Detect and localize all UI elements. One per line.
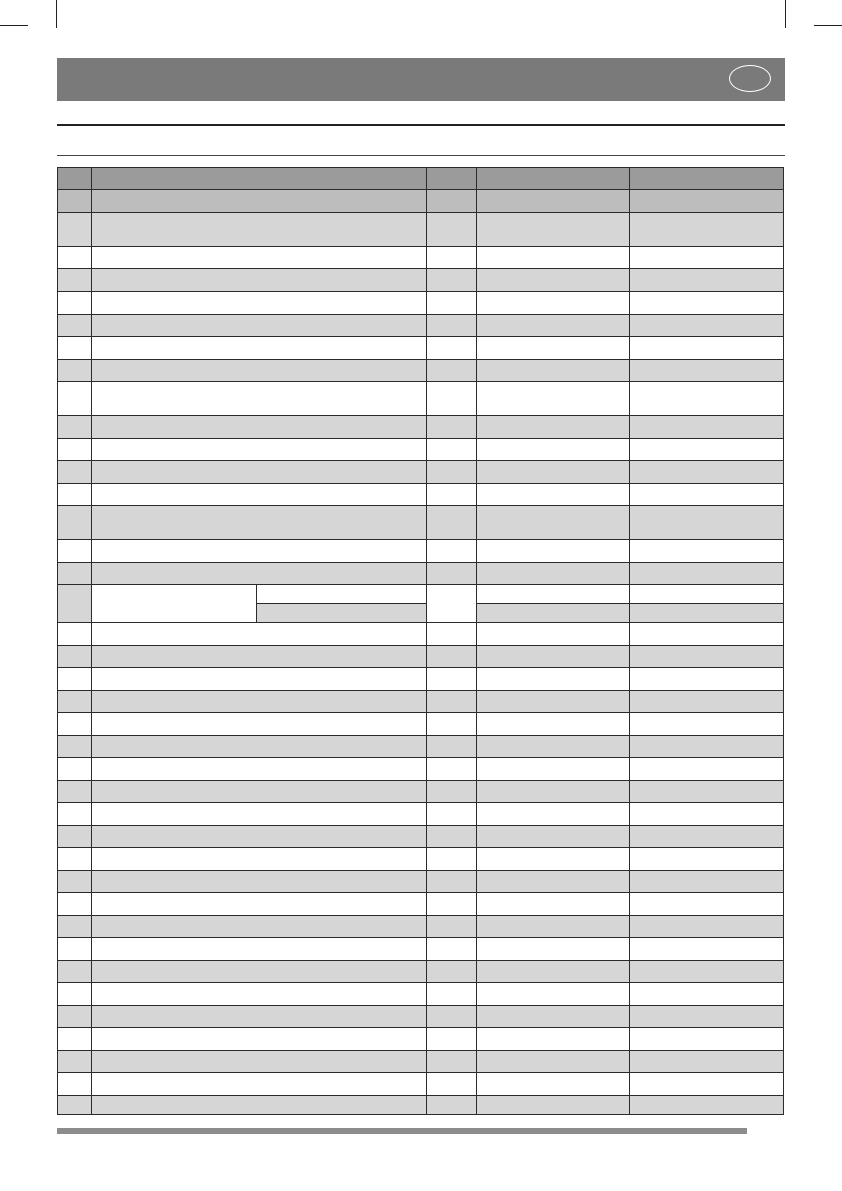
table-row [58, 848, 784, 871]
row-value-a [477, 1028, 630, 1051]
row-value-b [630, 439, 784, 461]
row-value-b [630, 213, 784, 247]
row-number [58, 168, 92, 190]
row-value-a [477, 506, 630, 540]
row-unit [427, 1028, 477, 1051]
row-value-a [477, 758, 630, 781]
table-row [58, 563, 784, 585]
row-value-a [477, 871, 630, 893]
row-value-a [477, 826, 630, 848]
row-value-b [630, 961, 784, 983]
row-value-b [630, 871, 784, 893]
row-unit [427, 1073, 477, 1096]
row-number [58, 292, 92, 315]
row-value-b [630, 938, 784, 961]
row-sublabel [257, 604, 427, 623]
row-value-a [477, 190, 630, 213]
row-value-a [477, 713, 630, 736]
table-row [58, 461, 784, 484]
row-value-a [477, 292, 630, 315]
row-value-a [477, 461, 630, 484]
language-badge [729, 65, 771, 92]
row-unit [427, 247, 477, 269]
table-row [58, 916, 784, 938]
row-label [92, 190, 427, 213]
table-row [58, 585, 784, 604]
row-value-b [630, 563, 784, 585]
table-row [58, 1028, 784, 1051]
row-unit [427, 758, 477, 781]
row-unit [427, 563, 477, 585]
row-value-a [477, 585, 630, 604]
row-label [92, 461, 427, 484]
row-unit [427, 1051, 477, 1073]
row-value-a [477, 893, 630, 916]
row-label [92, 826, 427, 848]
row-label [92, 315, 427, 337]
row-number [58, 247, 92, 269]
row-value-b [630, 826, 784, 848]
row-value-b [630, 1028, 784, 1051]
row-number [58, 190, 92, 213]
row-unit [427, 190, 477, 213]
row-number [58, 938, 92, 961]
row-number [58, 506, 92, 540]
row-unit [427, 736, 477, 758]
row-value-a [477, 213, 630, 247]
row-unit [427, 893, 477, 916]
row-number [58, 269, 92, 292]
row-unit [427, 646, 477, 668]
row-number [58, 713, 92, 736]
row-value-a [477, 848, 630, 871]
row-label [92, 781, 427, 803]
row-label [92, 540, 427, 563]
row-value-b [630, 623, 784, 646]
row-label [92, 1051, 427, 1073]
row-label [92, 1006, 427, 1028]
row-number [58, 781, 92, 803]
row-label [92, 213, 427, 247]
header-bar [57, 58, 785, 101]
row-unit [427, 382, 477, 416]
row-label [92, 803, 427, 826]
table-row [58, 781, 784, 803]
row-label [92, 506, 427, 540]
row-label [92, 247, 427, 269]
row-label [92, 938, 427, 961]
row-value-b [630, 1006, 784, 1028]
row-value-a [477, 1096, 630, 1115]
row-unit [427, 1096, 477, 1115]
row-value-b [630, 247, 784, 269]
row-value-a [477, 563, 630, 585]
row-value-b [630, 713, 784, 736]
row-value-a [477, 439, 630, 461]
row-number [58, 1096, 92, 1115]
row-label [92, 292, 427, 315]
row-unit [427, 416, 477, 439]
row-label [92, 416, 427, 439]
row-sublabel [257, 585, 427, 604]
row-unit [427, 292, 477, 315]
row-number [58, 1006, 92, 1028]
table-row [58, 416, 784, 439]
row-label [92, 961, 427, 983]
row-value-a [477, 315, 630, 337]
row-number [58, 585, 92, 623]
table-row [58, 983, 784, 1006]
row-value-b [630, 292, 784, 315]
row-unit [427, 337, 477, 360]
row-value-b [630, 1096, 784, 1115]
row-number [58, 893, 92, 916]
table-row [58, 893, 784, 916]
row-value-b [630, 506, 784, 540]
table-row [58, 315, 784, 337]
table-row [58, 269, 784, 292]
row-value-a [477, 623, 630, 646]
row-value-b [630, 540, 784, 563]
row-unit [427, 623, 477, 646]
row-unit [427, 315, 477, 337]
row-label [92, 382, 427, 416]
row-label [92, 269, 427, 292]
row-label [92, 168, 427, 190]
table-row [58, 713, 784, 736]
row-unit [427, 848, 477, 871]
row-label [92, 713, 427, 736]
row-value-a [477, 360, 630, 382]
table-row [58, 736, 784, 758]
row-label [92, 893, 427, 916]
row-value-a [477, 337, 630, 360]
row-unit [427, 691, 477, 713]
row-label [92, 871, 427, 893]
row-unit [427, 938, 477, 961]
crop-mark-top-right-h [814, 25, 842, 26]
row-number [58, 668, 92, 691]
row-value-a [477, 247, 630, 269]
table-row [58, 190, 784, 213]
row-value-a [477, 668, 630, 691]
row-value-b [630, 337, 784, 360]
row-number [58, 871, 92, 893]
row-value-a [477, 382, 630, 416]
row-number [58, 803, 92, 826]
row-value-b [630, 646, 784, 668]
footer-bar [57, 1128, 747, 1134]
row-unit [427, 269, 477, 292]
table-row [58, 1073, 784, 1096]
row-value-b [630, 585, 784, 604]
table-row [58, 382, 784, 416]
row-label [92, 983, 427, 1006]
row-number [58, 439, 92, 461]
row-value-b [630, 848, 784, 871]
table-row [58, 826, 784, 848]
row-value-b [630, 1051, 784, 1073]
row-unit [427, 439, 477, 461]
row-number [58, 983, 92, 1006]
row-value-b [630, 758, 784, 781]
row-unit [427, 668, 477, 691]
table-row [58, 484, 784, 506]
row-number [58, 646, 92, 668]
row-label [92, 668, 427, 691]
row-label [92, 916, 427, 938]
row-number [58, 691, 92, 713]
row-label [92, 1028, 427, 1051]
row-unit [427, 213, 477, 247]
row-value-b [630, 604, 784, 623]
row-value-b [630, 382, 784, 416]
table-header-row [58, 168, 784, 190]
row-value-a [477, 646, 630, 668]
table-row [58, 623, 784, 646]
row-value-b [630, 983, 784, 1006]
row-label [92, 360, 427, 382]
row-value-b [630, 803, 784, 826]
row-label [92, 646, 427, 668]
row-number [58, 563, 92, 585]
table-row [58, 506, 784, 540]
row-unit [427, 871, 477, 893]
row-label [92, 758, 427, 781]
table-row [58, 668, 784, 691]
table-row [58, 758, 784, 781]
row-unit [427, 585, 477, 623]
row-value-a [477, 1006, 630, 1028]
row-value-b [630, 691, 784, 713]
table-row [58, 871, 784, 893]
row-value-b [630, 484, 784, 506]
table-row [58, 1096, 784, 1115]
crop-mark-top-left-v [56, 0, 57, 28]
row-label [92, 623, 427, 646]
section-top-rule [57, 124, 785, 126]
row-value-a [477, 983, 630, 1006]
row-number [58, 416, 92, 439]
row-value-b [630, 781, 784, 803]
row-label [92, 1096, 427, 1115]
table-row [58, 803, 784, 826]
row-value-a [477, 484, 630, 506]
table-row [58, 691, 784, 713]
row-value-b [630, 416, 784, 439]
table-row [58, 337, 784, 360]
table-row [58, 961, 784, 983]
row-unit [427, 713, 477, 736]
row-unit [427, 506, 477, 540]
row-label [92, 439, 427, 461]
row-value-a [477, 916, 630, 938]
row-value-b [630, 1073, 784, 1096]
row-value-a [477, 961, 630, 983]
row-value-a [477, 736, 630, 758]
row-unit [427, 461, 477, 484]
crop-mark-top-right-v [785, 0, 786, 28]
row-number [58, 1051, 92, 1073]
specification-table [57, 167, 784, 1115]
row-number [58, 623, 92, 646]
row-value-a [477, 168, 630, 190]
row-value-b [630, 916, 784, 938]
row-value-a [477, 1051, 630, 1073]
row-unit [427, 916, 477, 938]
row-number [58, 736, 92, 758]
row-number [58, 826, 92, 848]
row-unit [427, 168, 477, 190]
row-label [92, 563, 427, 585]
row-label [92, 848, 427, 871]
row-number [58, 315, 92, 337]
row-number [58, 337, 92, 360]
table-row [58, 540, 784, 563]
row-unit [427, 803, 477, 826]
table-row [58, 1051, 784, 1073]
row-value-a [477, 416, 630, 439]
row-value-b [630, 360, 784, 382]
row-label [92, 585, 257, 623]
row-label [92, 337, 427, 360]
row-label [92, 736, 427, 758]
row-number [58, 382, 92, 416]
row-unit [427, 961, 477, 983]
row-number [58, 961, 92, 983]
row-value-a [477, 781, 630, 803]
row-unit [427, 826, 477, 848]
row-value-b [630, 168, 784, 190]
row-number [58, 461, 92, 484]
row-unit [427, 540, 477, 563]
row-number [58, 848, 92, 871]
row-value-b [630, 190, 784, 213]
row-number [58, 758, 92, 781]
row-number [58, 1073, 92, 1096]
row-label [92, 691, 427, 713]
row-label [92, 484, 427, 506]
row-value-a [477, 604, 630, 623]
row-value-a [477, 540, 630, 563]
row-number [58, 213, 92, 247]
table-row [58, 360, 784, 382]
crop-mark-top-left-h [0, 25, 28, 26]
row-unit [427, 360, 477, 382]
section-bottom-rule [57, 155, 785, 156]
table-row [58, 646, 784, 668]
row-value-b [630, 893, 784, 916]
row-number [58, 916, 92, 938]
table-row [58, 247, 784, 269]
row-unit [427, 781, 477, 803]
row-label [92, 1073, 427, 1096]
row-value-b [630, 269, 784, 292]
row-number [58, 1028, 92, 1051]
row-number [58, 360, 92, 382]
row-number [58, 484, 92, 506]
row-value-a [477, 269, 630, 292]
row-value-b [630, 668, 784, 691]
table-row [58, 213, 784, 247]
row-value-a [477, 1073, 630, 1096]
table-row [58, 938, 784, 961]
table-row [58, 292, 784, 315]
row-unit [427, 1006, 477, 1028]
row-value-b [630, 315, 784, 337]
table-row [58, 1006, 784, 1028]
row-value-a [477, 691, 630, 713]
row-value-a [477, 803, 630, 826]
table-row [58, 439, 784, 461]
row-number [58, 540, 92, 563]
row-unit [427, 983, 477, 1006]
row-value-b [630, 461, 784, 484]
row-value-b [630, 736, 784, 758]
row-value-a [477, 938, 630, 961]
row-unit [427, 484, 477, 506]
